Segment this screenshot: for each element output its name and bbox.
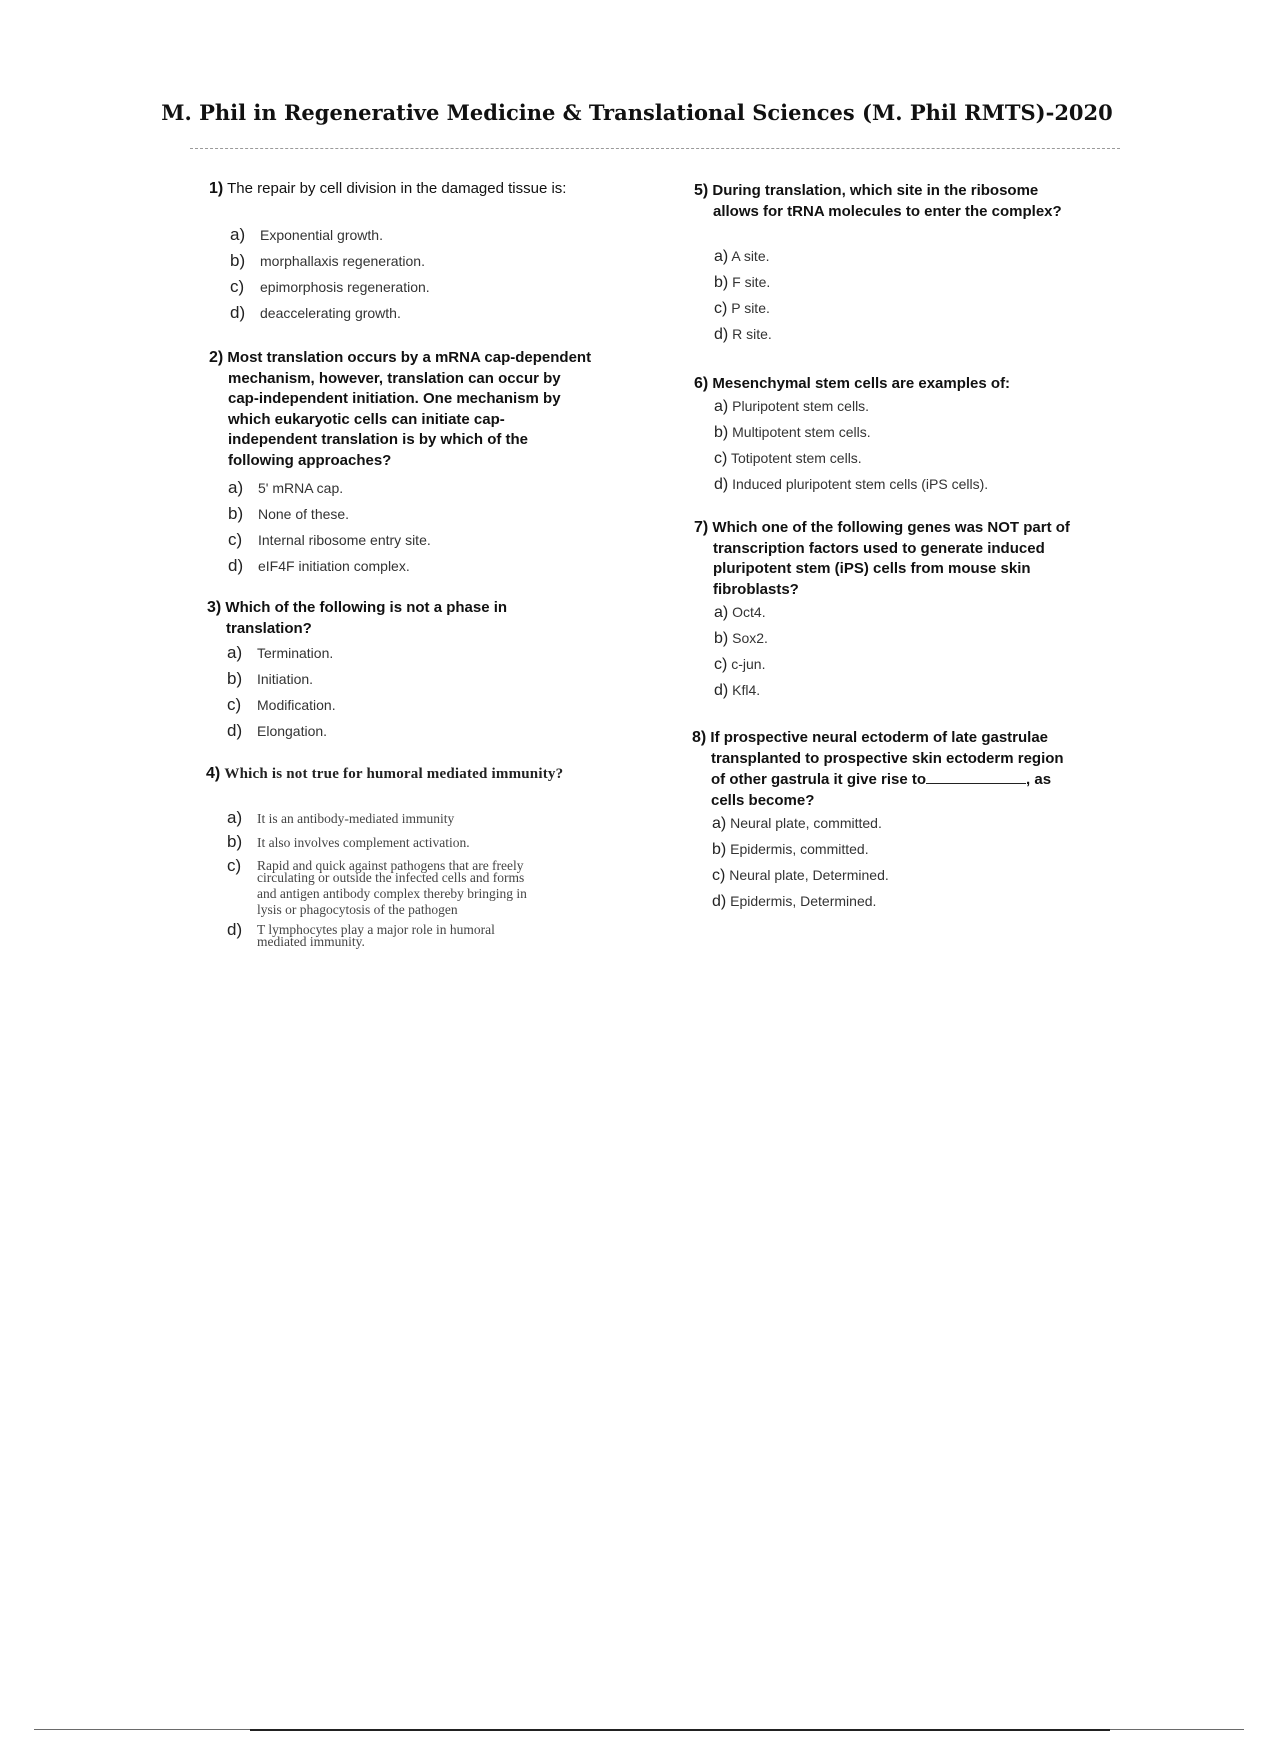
question-text: Mesenchymal stem cells are examples of:	[712, 375, 1011, 392]
option-text: Sox2.	[732, 630, 768, 646]
option-text: Epidermis, Determined.	[730, 893, 877, 909]
question-number: 1)	[209, 180, 224, 197]
option-text: c-jun.	[731, 656, 766, 672]
question-5	[694, 181, 1062, 222]
question-text: During translation, which site in the ribosome	[712, 182, 1039, 199]
option-text: eIF4F initiation complex.	[258, 558, 410, 574]
question-text: cap-independent initiation. One mechanism by	[228, 390, 561, 407]
question-text: translation?	[226, 619, 312, 637]
option-text: R site.	[732, 326, 772, 342]
option-text-line: lysis or phagocytosis of the pathogen	[257, 902, 458, 917]
option-text-line: Rapid and quick against pathogens that are freely	[257, 858, 524, 873]
option-text: It is an antibody-mediated immunity	[257, 811, 455, 826]
option-letter: c)	[714, 450, 728, 467]
option-letter: b)	[712, 841, 727, 858]
option-6a[interactable]	[714, 398, 869, 416]
option-letter: c)	[227, 695, 242, 714]
option-text: Internal ribosome entry site.	[258, 532, 431, 548]
option-letter: a)	[714, 398, 729, 415]
option-letter: a)	[228, 478, 244, 497]
question-text: which eukaryotic cells can initiate cap-	[228, 410, 505, 428]
question-number: 4)	[206, 765, 221, 782]
option-letter: b)	[714, 424, 729, 441]
option-text-line: mediated immunity.	[257, 934, 365, 949]
option-letter: d)	[228, 556, 244, 575]
option-text: Modification.	[257, 697, 336, 713]
option-8d[interactable]	[712, 893, 876, 911]
option-letter: b)	[230, 251, 246, 270]
question-text: allows for tRNA molecules to enter the complex?	[713, 202, 1062, 220]
option-letter: d)	[714, 682, 729, 699]
option-letter: a)	[714, 248, 729, 265]
option-text: epimorphosis regeneration.	[260, 279, 430, 295]
option-text-line: T lymphocytes play a major role in humoral	[257, 922, 495, 937]
question-1	[209, 179, 566, 200]
option-letter: c)	[714, 656, 728, 673]
option-letter: b)	[714, 630, 729, 647]
option-letter: a)	[712, 815, 727, 832]
option-text: deaccelerating growth.	[260, 305, 401, 321]
option-letter: d)	[712, 893, 727, 910]
question-2	[209, 348, 591, 471]
option-text: 5' mRNA cap.	[258, 480, 344, 496]
option-1b[interactable]	[230, 251, 425, 271]
option-letter: d)	[714, 476, 729, 493]
option-4d[interactable]	[227, 920, 495, 948]
answer-blank[interactable]	[926, 769, 1026, 784]
option-text: F site.	[732, 274, 771, 290]
question-7	[694, 518, 1070, 600]
question-text: transcription factors used to generate induced	[713, 539, 1045, 557]
question-text: cells become?	[711, 791, 815, 809]
option-letter: d)	[227, 721, 243, 740]
option-text: morphallaxis regeneration.	[260, 253, 425, 269]
option-3b[interactable]	[227, 669, 313, 689]
question-text: independent translation is by which of the	[228, 431, 529, 448]
question-number: 2)	[209, 349, 224, 366]
option-letter: d)	[227, 920, 243, 939]
option-letter: c)	[712, 867, 726, 884]
option-8b[interactable]	[712, 841, 869, 859]
option-2a[interactable]	[228, 478, 343, 498]
option-text: Multipotent stem cells.	[732, 424, 871, 440]
option-6d[interactable]	[714, 476, 988, 494]
option-8c[interactable]	[712, 867, 889, 885]
option-3d[interactable]	[227, 721, 327, 741]
question-6	[694, 374, 1010, 395]
question-4	[206, 764, 563, 785]
option-text: Exponential growth.	[260, 227, 383, 243]
page-title: M. Phil in Regenerative Medicine & Translational Sciences (M. Phil RMTS)-2020	[161, 100, 1113, 125]
option-text-line: circulating or outside the infected cells and forms	[257, 870, 525, 885]
option-text-block	[257, 856, 527, 916]
question-text: of other gastrula it give rise to	[711, 771, 927, 788]
option-letter: c)	[714, 300, 728, 317]
question-text: Most translation occurs by a mRNA cap-dependent	[227, 349, 592, 366]
option-text: A site.	[731, 248, 770, 264]
option-7b[interactable]	[714, 630, 768, 648]
question-number: 5)	[694, 182, 709, 199]
option-2b[interactable]	[228, 504, 349, 524]
option-7c[interactable]	[714, 656, 765, 674]
option-text: Kfl4.	[732, 682, 761, 698]
question-text: Which of the following is not a phase in	[225, 599, 508, 616]
question-text: Which is not true for humoral mediated immunity?	[224, 766, 564, 782]
option-3a[interactable]	[227, 643, 333, 663]
question-text: The repair by cell division in the damaged tissue is:	[227, 180, 567, 197]
question-text: pluripotent stem (iPS) cells from mouse skin	[713, 560, 1031, 577]
option-letter: a)	[230, 225, 246, 244]
option-letter: b)	[227, 832, 243, 851]
question-text: following approaches?	[228, 451, 392, 469]
option-2d[interactable]	[228, 556, 410, 576]
option-text: It also involves complement activation.	[257, 835, 470, 850]
option-4a[interactable]	[227, 808, 454, 828]
option-text-block	[257, 920, 495, 948]
option-5b[interactable]	[714, 274, 770, 292]
question-text: , as	[1026, 771, 1052, 788]
option-text: Initiation.	[257, 671, 314, 687]
question-text: Which one of the following genes was NOT part of	[712, 519, 1070, 536]
option-1d[interactable]	[230, 303, 401, 323]
question-number: 8)	[692, 729, 707, 746]
option-text: Pluripotent stem cells.	[732, 398, 870, 414]
option-1a[interactable]	[230, 225, 383, 245]
option-letter: a)	[714, 604, 729, 621]
option-6b[interactable]	[714, 424, 871, 442]
footer-divider-dark	[250, 1729, 1110, 1731]
option-text: Induced pluripotent stem cells (iPS cells).	[732, 476, 989, 492]
option-letter: c)	[228, 530, 243, 549]
option-4c[interactable]	[227, 856, 527, 916]
option-1c[interactable]	[230, 277, 430, 297]
question-number: 7)	[694, 519, 709, 536]
option-letter: b)	[228, 504, 244, 523]
option-letter: d)	[714, 326, 729, 343]
question-text: mechanism, however, translation can occur by	[228, 369, 561, 387]
option-letter: a)	[227, 643, 243, 662]
question-3	[207, 598, 507, 639]
question-8	[692, 728, 1064, 811]
option-5c[interactable]	[714, 300, 770, 318]
question-text: If prospective neural ectoderm of late gastrulae	[710, 729, 1049, 746]
option-letter: c)	[230, 277, 245, 296]
option-8a[interactable]	[712, 815, 882, 833]
question-number: 3)	[207, 599, 222, 616]
option-text-line: and antigen antibody complex thereby bringing in	[257, 886, 527, 901]
option-letter: a)	[227, 808, 243, 827]
option-text: Oct4.	[732, 604, 766, 620]
option-text: Neural plate, committed.	[730, 815, 882, 831]
question-number: 6)	[694, 375, 709, 392]
question-text: transplanted to prospective skin ectoderm region	[711, 749, 1064, 767]
option-letter: d)	[230, 303, 246, 322]
option-7a[interactable]	[714, 604, 766, 622]
option-2c[interactable]	[228, 530, 431, 550]
option-6c[interactable]	[714, 450, 862, 468]
title-divider	[190, 148, 1120, 149]
option-text: Elongation.	[257, 723, 328, 739]
option-letter: c)	[227, 856, 242, 875]
option-text: Totipotent stem cells.	[730, 450, 862, 466]
option-4b[interactable]	[227, 832, 470, 852]
option-text: Termination.	[257, 645, 334, 661]
option-text: None of these.	[258, 506, 350, 522]
option-text: Neural plate, Determined.	[729, 867, 889, 883]
option-5a[interactable]	[714, 248, 770, 266]
option-letter: b)	[714, 274, 729, 291]
option-7d[interactable]	[714, 682, 760, 700]
option-text: P site.	[731, 300, 770, 316]
option-3c[interactable]	[227, 695, 336, 715]
option-5d[interactable]	[714, 326, 772, 344]
question-text: fibroblasts?	[713, 580, 799, 598]
option-letter: b)	[227, 669, 243, 688]
option-text: Epidermis, committed.	[730, 841, 869, 857]
